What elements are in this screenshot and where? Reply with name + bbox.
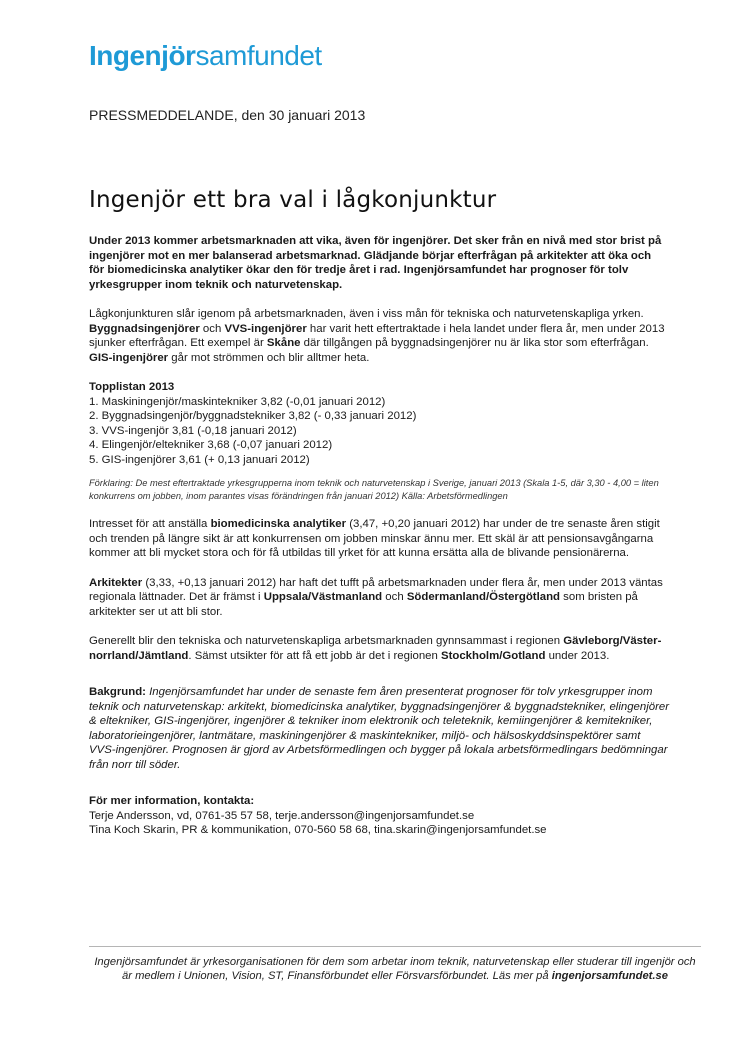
toplist-caption: Förklaring: De mest eftertraktade yrkesgrupperna inom teknik och naturvetenskap i Sverige, januari 2013 (Skala 1-5, där 3,30 - 4,00 = liten konkurrens om jobben, inom parantes visas förändringen från januari 2012) Källa: Arbetsförmedlingen — [89, 478, 659, 501]
logo-light-part: samfundet — [195, 40, 322, 71]
toplist — [89, 380, 669, 467]
text: Generellt blir den tekniska och naturvetenskapliga arbetsmarknaden gynnsammast i regionen — [89, 635, 564, 647]
paragraph-regioner — [89, 634, 669, 663]
toplist-title: Topplistan 2013 — [89, 381, 175, 393]
headline: Ingenjör ett bra val i lågkonjunktur — [89, 187, 497, 213]
highlight-byggnadsingenjorer: Byggnadsingenjörer — [89, 322, 200, 335]
organization-logo — [89, 40, 322, 72]
highlight-skane: Skåne — [266, 337, 301, 349]
logo-bold-part: Ingenjör — [89, 40, 196, 71]
text: och — [382, 591, 407, 603]
highlight-arkitekter: Arkitekter — [89, 576, 143, 589]
text: (3,47, +0,20 januari 2012) har under de tre senaste åren stigit och trenden på längre sikt är att konkurrensen om jobben minskar ännu mer. Ett skäl är att pensionsavgångarna kommer att bli mycket stora och för få utbildas till yrket för att kunna ersätta alla de blivande pensionärerna. — [89, 518, 660, 559]
footer-description: Ingenjörsamfundet är yrkesorganisationen för dem som arbetar inom teknik, naturvetenskap eller studerar till ingenjör och är medlem i Unionen, Vision, ST, Finansförbundet eller Försvarsförbundet. Läs mer på — [94, 956, 696, 983]
lead-paragraph: Under 2013 kommer arbetsmarknaden att vika, även för ingenjörer. Det sker från en nivå med stor brist på ingenjörer mot en mer balanserad arbetsmarknad. Glädjande börjar efterfrågan på arkitekter att öka och för biomedicinska analytiker ökar den för tredje året i rad. Ingenjörsamfundet har prognoser för tolv yrkesgrupper inom teknik och naturvetenskap. — [89, 235, 662, 291]
text: går mot strömmen och blir alltmer heta. — [168, 351, 370, 364]
footer-text — [89, 955, 701, 983]
highlight-uppsala-vastmanland: Uppsala/Västmanland — [263, 591, 383, 603]
contact-title: För mer information, kontakta: — [89, 795, 255, 807]
highlight-stockholm-gotland: Stockholm/Gotland — [441, 649, 546, 662]
press-release-dateline: PRESSMEDDELANDE, den 30 januari 2013 — [89, 107, 366, 123]
footer-divider — [89, 946, 701, 947]
toplist-item: 3. VVS-ingenjör 3,81 (-0,18 januari 2012) — [89, 424, 297, 437]
article-body — [89, 234, 669, 838]
highlight-biomedicinska-analytiker: biomedicinska analytiker — [210, 518, 347, 530]
toplist-item: 5. GIS-ingenjörer 3,61 (+ 0,13 januari 2012) — [89, 453, 310, 466]
text: som bristen på arkitekter ser ut att bli stor. — [89, 591, 638, 618]
toplist-item: 1. Maskiningenjör/maskintekniker 3,82 (-0,01 januari 2012) — [89, 395, 386, 408]
contact-section — [89, 794, 669, 838]
contact-line: Tina Koch Skarin, PR & kommunikation, 070-560 58 68, tina.skarin@ingenjorsamfundet.se — [89, 824, 547, 836]
text: . Sämst utsikter för att få ett jobb är det i regionen — [188, 649, 441, 662]
paragraph-lagkonjunktur — [89, 307, 669, 365]
highlight-gis-ingenjorer: GIS-ingenjörer — [89, 351, 169, 364]
text: (3,33, +0,13 januari 2012) har haft det tufft på arbetsmarknaden under flera år, men under 2013 väntas regionala lättnader. Det är främst i — [89, 576, 663, 603]
toplist-item: 2. Byggnadsingenjör/byggnadstekniker 3,82 (- 0,33 januari 2012) — [89, 410, 417, 422]
text: Intresset för att anställa — [89, 518, 211, 530]
contact-line: Terje Andersson, vd, 0761-35 57 58, terje.andersson@ingenjorsamfundet.se — [89, 809, 475, 822]
highlight-sodermanland-ostergotland: Södermanland/Östergötland — [406, 591, 560, 603]
paragraph-biomedicinska — [89, 517, 669, 561]
toplist-item: 4. Elingenjör/eltekniker 3,68 (-0,07 januari 2012) — [89, 439, 333, 451]
text: där tillgången på byggnadsingenjörer nu är lika stor som efterfrågan. — [300, 337, 649, 349]
highlight-vvs-ingenjorer: VVS-ingenjörer — [224, 322, 307, 335]
background-text: Ingenjörsamfundet har under de senaste fem åren presenterat prognoser för tolv yrkesgrupper inom teknik och naturvetenskap: arkitekt, biomedicinska analytiker, byggnadsingenjörer & byggnadstekniker, elingenjörer & eltekniker, GIS-ingenjörer, ingenjörer & tekniker inom elektronik och teleteknik, kemiingenjörer & kemitekniker, laboratorieingenjörer, lantmätare, maskiningenjörer & maskintekniker, miljö- och hälsoskyddsinspektörer samt VVS-ingenjörer. Prognosen är gjord av Arbetsförmedlingen och bygger på lokala arbetsförmedlingars bedömningar från norr till söder. — [89, 686, 669, 771]
background-label: Bakgrund: — [89, 686, 146, 698]
text: har varit hett eftertraktade i hela landet under flera år, men under 2013 sjunker efterfrågan. Ett exempel är — [89, 322, 665, 349]
text: och — [199, 322, 225, 335]
footer-website-link[interactable]: ingenjorsamfundet.se — [551, 970, 668, 983]
text: under 2013. — [545, 649, 610, 662]
background-paragraph — [89, 685, 669, 772]
paragraph-arkitekter — [89, 576, 669, 620]
text: Lågkonjunkturen slår igenom på arbetsmarknaden, även i viss mån för tekniska och naturvetenskapliga yrken. — [89, 308, 644, 320]
highlight-gavleborg-region: Gävleborg/Väster-norrland/Jämtland — [89, 635, 662, 662]
